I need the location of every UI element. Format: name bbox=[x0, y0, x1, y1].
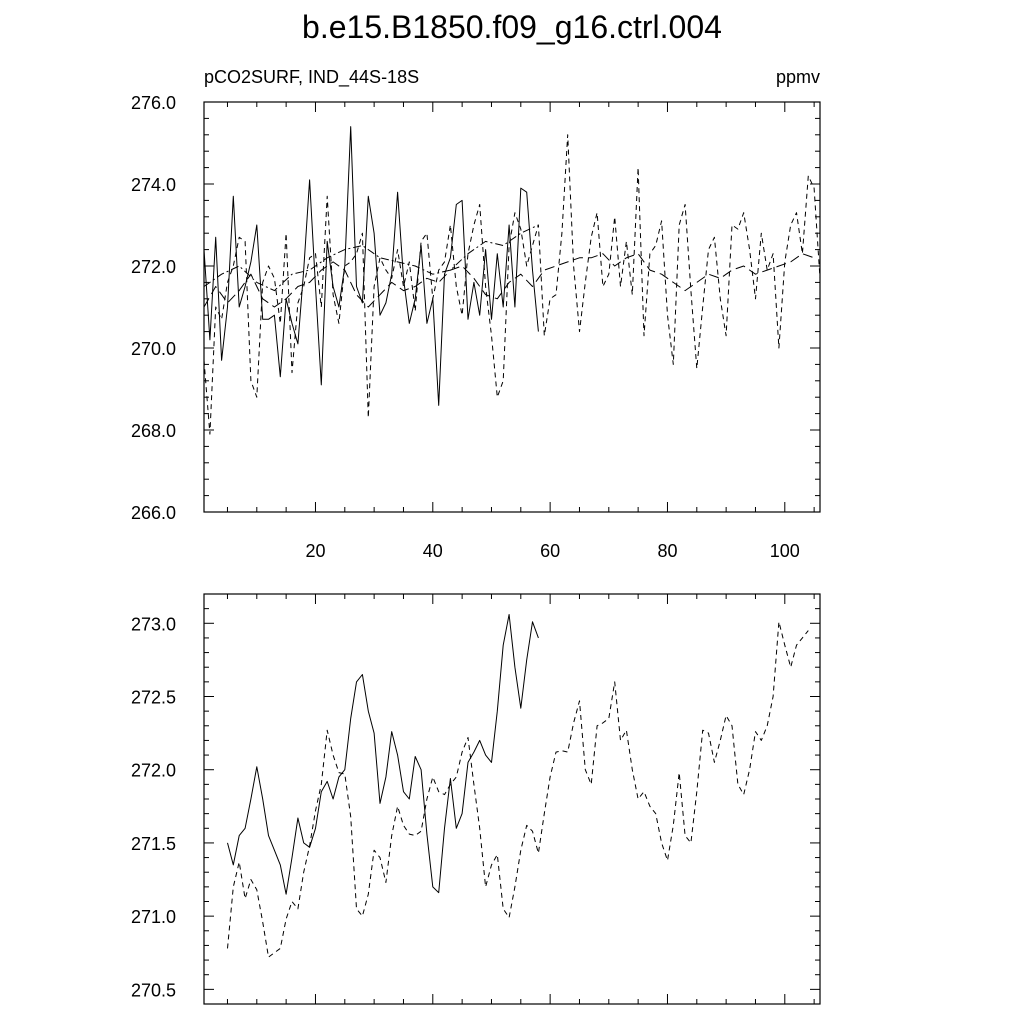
bottom-y-tick-label: 272.5 bbox=[130, 687, 176, 708]
chart-title: b.e15.B1850.f09_g16.ctrl.004 bbox=[302, 9, 722, 45]
bottom-series-1-solid-line bbox=[228, 615, 539, 895]
top-y-tick-label: 270.0 bbox=[130, 339, 176, 359]
top-x-tick-label: 60 bbox=[540, 541, 561, 561]
bottom-series-group bbox=[228, 615, 809, 958]
top-panel-left-label: pCO2SURF, IND_44S-18S bbox=[204, 67, 420, 87]
top-x-tick-label: 100 bbox=[769, 541, 800, 561]
top-series-2-dashed-line bbox=[204, 135, 820, 434]
bottom-series-2-dashed-line bbox=[228, 622, 809, 957]
top-plot-frame bbox=[204, 102, 820, 512]
bottom-panel bbox=[131, 594, 820, 1004]
top-panel-right-label: ppmv bbox=[775, 67, 820, 87]
top-series-group bbox=[204, 127, 820, 435]
top-y-tick-label: 276.0 bbox=[130, 93, 176, 113]
top-y-tick-label: 274.0 bbox=[130, 175, 176, 195]
bottom-plot-frame bbox=[204, 594, 820, 1004]
top-panel bbox=[131, 67, 820, 561]
bottom-y-tick-label: 271.0 bbox=[130, 907, 176, 928]
top-x-tick-label: 80 bbox=[657, 541, 678, 561]
top-y-tick-label: 272.0 bbox=[130, 257, 176, 277]
top-y-tick-label: 268.0 bbox=[130, 421, 176, 441]
bottom-y-tick-label: 273.0 bbox=[130, 614, 176, 635]
bottom-y-tick-label: 271.5 bbox=[130, 833, 176, 854]
top-axes-group bbox=[131, 93, 820, 561]
top-x-tick-label: 40 bbox=[422, 541, 443, 561]
top-series-1-solid-line bbox=[204, 127, 538, 406]
top-y-tick-label: 266.0 bbox=[130, 503, 176, 523]
bottom-y-tick-label: 270.5 bbox=[130, 980, 176, 1001]
top-x-tick-label: 20 bbox=[305, 541, 326, 561]
top-series-3-long-dashed-line bbox=[204, 254, 814, 307]
bottom-y-tick-label: 272.0 bbox=[130, 760, 176, 781]
